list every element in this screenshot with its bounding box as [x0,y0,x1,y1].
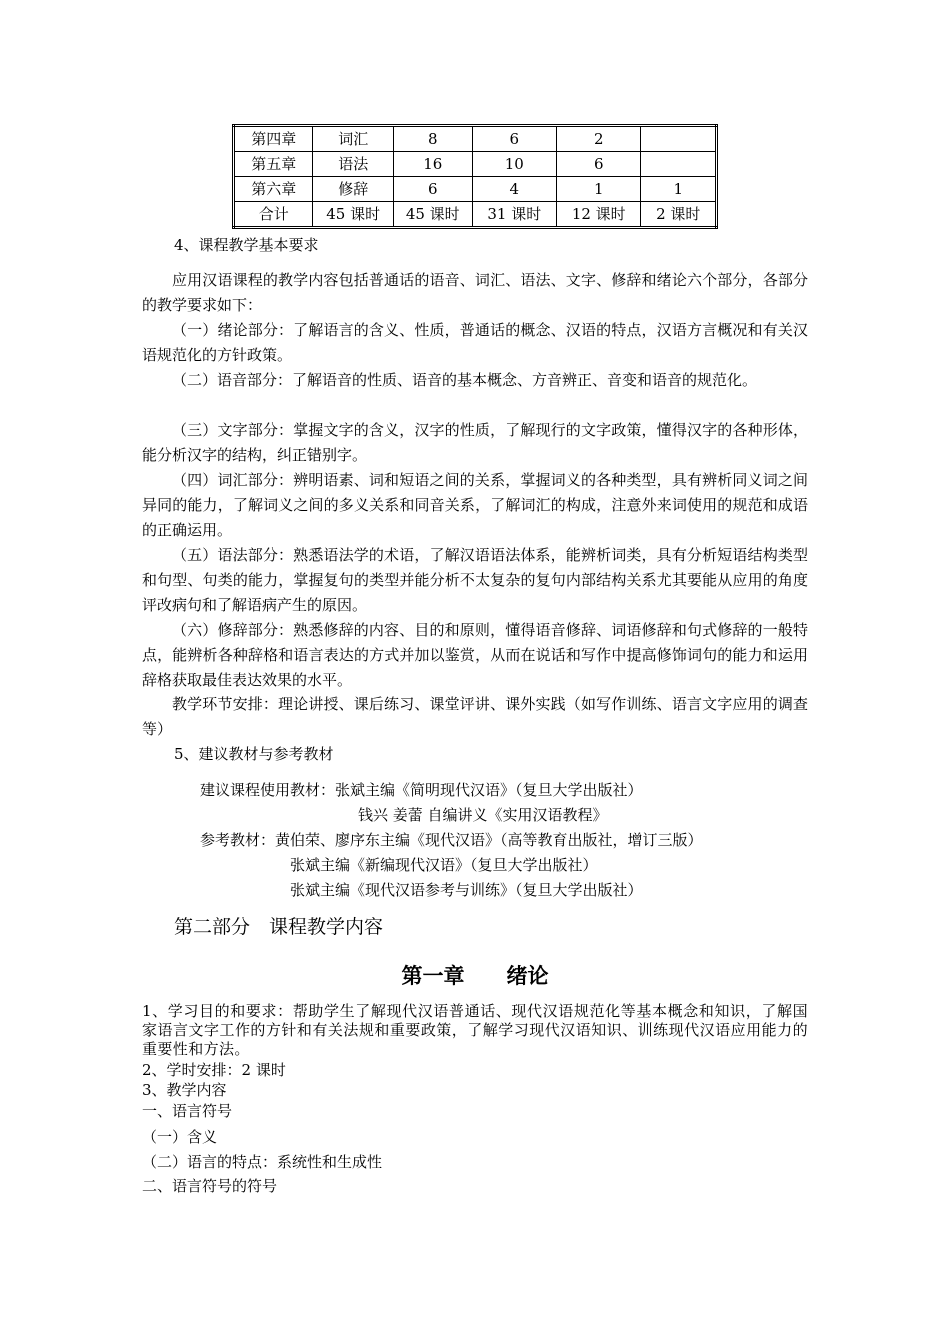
table-cell: 合计 [234,202,313,228]
table-cell: 45 课时 [393,202,472,228]
textbook-line: 建议课程使用教材：张斌主编《简明现代汉语》（复旦大学出版社） [200,781,643,799]
chapter-content-heading: 3、教学内容 [142,1081,227,1099]
table-cell: 6 [472,126,556,152]
table-row [234,126,717,152]
table-cell: 1 [641,177,717,202]
chapter-hours: 2、学时安排：2 课时 [142,1061,286,1079]
table-cell: 16 [393,152,472,177]
table-cell: 6 [557,152,641,177]
reference-line: 张斌主编《新编现代汉语》（复旦大学出版社） [290,856,598,874]
content-item: （一）含义 [142,1128,218,1146]
reference-line: 参考教材：黄伯荣、廖序东主编《现代汉语》（高等教育出版社，增订三版） [200,831,703,849]
table-cell: 词汇 [313,126,394,152]
table-cell: 第六章 [234,177,313,202]
table-row [234,177,717,202]
table-cell: 2 [557,126,641,152]
table-row [234,152,717,177]
table-cell: 31 课时 [472,202,556,228]
content-item: 一、语言符号 [142,1102,233,1120]
paragraph: （六）修辞部分：熟悉修辞的内容、目的和原则，懂得语音修辞、词语修辞和句式修辞的一般特点，能辨析各种辞格和语言表达的方式并加以鉴赏，从而在说话和写作中提高修饰词句的能力和运用辞格获取最佳表达效果的水平。 [142,621,808,689]
paragraph: 教学环节安排：理论讲授、课后练习、课堂评讲、课外实践（如写作训练、语言文字应用的调查等） [142,695,808,738]
table-cell: 4 [472,177,556,202]
table-cell: 8 [393,126,472,152]
paragraph: （三）文字部分：掌握文字的含义，汉字的性质，了解现行的文字政策，懂得汉字的各种形体，能分析汉字的结构，纠正错别字。 [142,421,808,464]
table-cell: 2 课时 [641,202,717,228]
table-cell: 6 [393,177,472,202]
table-cell: 10 [472,152,556,177]
textbook-line: 钱兴 姜蕾 自编讲义《实用汉语教程》 [358,806,608,824]
table-cell: 45 课时 [313,202,394,228]
table-cell: 第五章 [234,152,313,177]
section-heading: 4、课程教学基本要求 [174,236,319,254]
content-item: 二、语言符号的符号 [142,1177,278,1195]
section-heading: 5、建议教材与参考教材 [174,745,334,763]
table-cell [641,152,717,177]
paragraph: （二）语音部分：了解语音的性质、语音的基本概念、方音辨正、音变和语音的规范化。 [172,371,758,389]
table-cell [641,126,717,152]
table-cell: 修辞 [313,177,394,202]
paragraph: 应用汉语课程的教学内容包括普通话的语音、词汇、语法、文字、修辞和绪论六个部分，各部分的教学要求如下： [142,271,808,314]
paragraph: （一）绪论部分：了解语言的含义、性质，普通话的概念、汉语的特点，汉语方言概况和有关汉语规范化的方针政策。 [142,321,808,364]
course-hours-table [232,124,718,229]
table-cell: 第四章 [234,126,313,152]
table-cell: 1 [557,177,641,202]
table-row-total [234,202,717,228]
table-cell: 语法 [313,152,394,177]
chapter-title: 第一章 绪论 [401,963,549,988]
reference-line: 张斌主编《现代汉语参考与训练》（复旦大学出版社） [290,881,643,899]
paragraph: （四）词汇部分：辨明语素、词和短语之间的关系，掌握词义的各种类型，具有辨析同义词之间异同的能力，了解词义之间的多义关系和同音关系，了解词汇的构成，注意外来词使用的规范和成语的正确运用。 [142,471,808,539]
table-cell: 12 课时 [557,202,641,228]
part-heading: 第二部分 课程教学内容 [174,916,384,938]
chapter-goal: 1、学习目的和要求：帮助学生了解现代汉语普通话、现代汉语规范化等基本概念和知识，了解国家语言文字工作的方针和有关法规和重要政策，了解学习现代汉语知识、训练现代汉语应用能力的重要性和方法。 [142,1002,808,1058]
content-item: （二）语言的特点：系统性和生成性 [142,1153,383,1171]
paragraph: （五）语法部分：熟悉语法学的术语，了解汉语语法体系，能辨析词类，具有分析短语结构类型和句型、句类的能力，掌握复句的类型并能分析不太复杂的复句内部结构关系尤其要能从应用的角度评改病句和了解语病产生的原因。 [142,546,808,614]
